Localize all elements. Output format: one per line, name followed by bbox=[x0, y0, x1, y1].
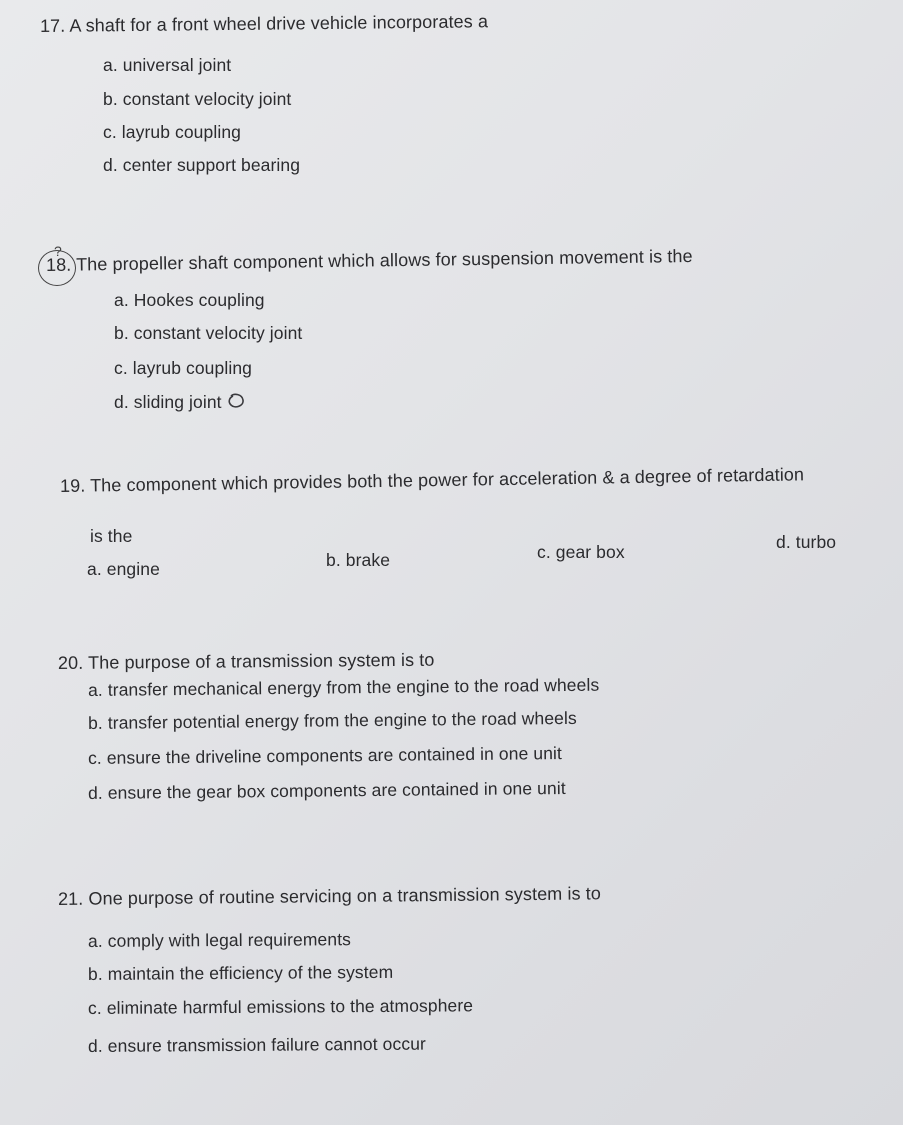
question-18-stem bbox=[46, 246, 693, 275]
q19-option-d: d. turbo bbox=[776, 532, 837, 552]
q21-option-a: a. comply with legal requirements bbox=[87, 929, 352, 951]
q21-option-b: b. maintain the efficiency of the system bbox=[87, 961, 394, 984]
q18-option-a: a. Hookes coupling bbox=[114, 290, 265, 310]
question-19-stem-continued: is the bbox=[90, 526, 133, 546]
q21-option-d: d. ensure transmission failure cannot occur bbox=[87, 1033, 426, 1056]
q20-option-c: c. ensure the driveline components are contained in one unit bbox=[87, 743, 563, 768]
question-number: 17. bbox=[39, 15, 66, 36]
q20-option-a: a. transfer mechanical energy from the engine to the road wheels bbox=[87, 674, 600, 700]
q21-option-c: c. eliminate harmful emissions to the atmosphere bbox=[87, 995, 474, 1018]
q17-option-d: d. center support bearing bbox=[103, 155, 301, 175]
q20-option-b: b. transfer potential energy from the engine to the road wheels bbox=[87, 707, 577, 733]
question-number: 20. bbox=[57, 652, 84, 673]
question-number: 19. bbox=[59, 475, 86, 496]
answer-circle-icon bbox=[225, 392, 247, 412]
question-19-stem bbox=[60, 464, 804, 496]
question-text: A shaft for a front wheel drive vehicle incorporates a bbox=[69, 11, 489, 36]
question-number: 21. bbox=[57, 888, 84, 909]
question-number: 18. bbox=[45, 254, 72, 275]
q17-option-b: b. constant velocity joint bbox=[103, 89, 292, 109]
q17-option-a: a. universal joint bbox=[103, 55, 232, 75]
question-text: The purpose of a transmission system is to bbox=[88, 649, 435, 673]
q19-option-b: b. brake bbox=[326, 550, 391, 570]
q19-option-c: c. gear box bbox=[537, 542, 625, 562]
q18-option-b: b. constant velocity joint bbox=[114, 323, 303, 343]
question-text: The component which provides both the power for acceleration & a degree of retardation bbox=[89, 464, 805, 496]
option-text: d. sliding joint bbox=[114, 392, 222, 412]
question-20-stem bbox=[58, 650, 435, 673]
question-text: One purpose of routine servicing on a transmission system is to bbox=[88, 883, 602, 909]
q18-option-d bbox=[114, 392, 247, 412]
question-mark-annotation: ? bbox=[54, 243, 62, 259]
q20-option-d: d. ensure the gear box components are contained in one unit bbox=[87, 777, 566, 803]
question-17-stem bbox=[40, 11, 488, 36]
q19-option-a: a. engine bbox=[87, 559, 160, 579]
question-text: The propeller shaft component which allows for suspension movement is the bbox=[75, 245, 693, 275]
question-21-stem bbox=[58, 883, 601, 909]
q17-option-c: c. layrub coupling bbox=[103, 122, 241, 142]
q18-option-c: c. layrub coupling bbox=[114, 358, 252, 378]
